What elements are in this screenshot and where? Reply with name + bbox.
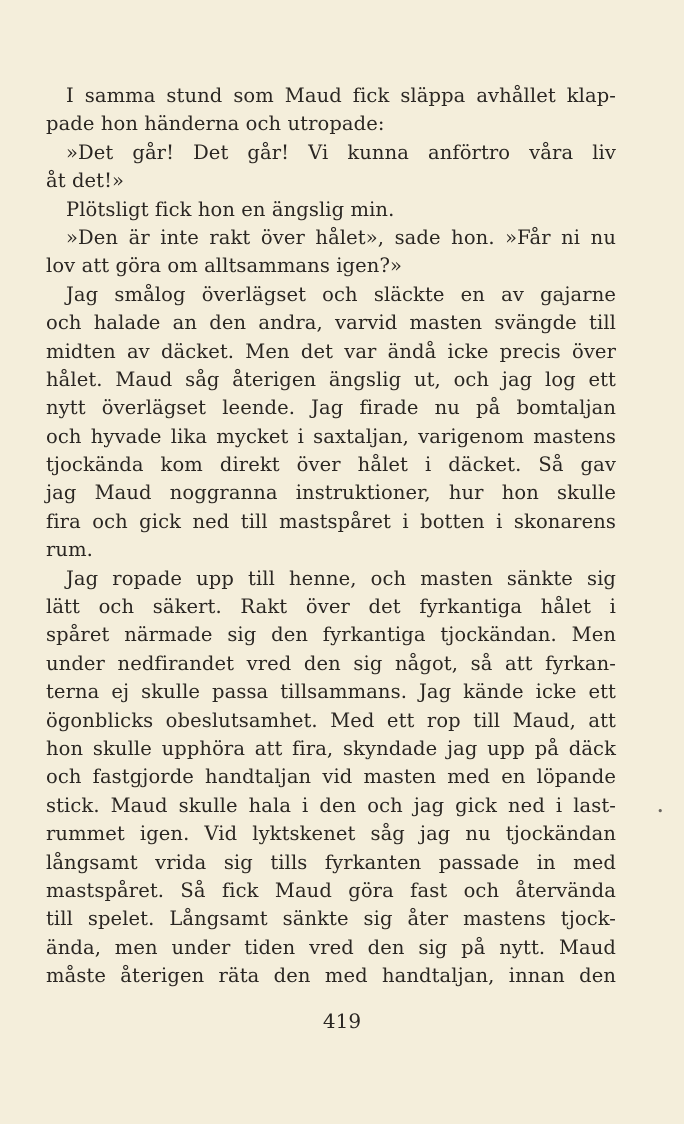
body-text xyxy=(46,82,616,991)
text-line: fira och gick ned till mastspåret i botten i skonarens xyxy=(46,509,616,533)
text-line: I samma stund som Maud fick släppa avhållet klap- xyxy=(66,84,616,107)
text-line: nytt överlägset leende. Jag firade nu på bomtaljan xyxy=(46,396,616,420)
text-line: till spelet. Långsamt sänkte sig åter mastens tjock- xyxy=(46,907,616,931)
page-number: 419 xyxy=(322,1009,362,1033)
margin-mark: • xyxy=(657,805,664,818)
text-line: Plötsligt fick hon en ängslig min. xyxy=(66,197,395,221)
text-line: måste återigen räta den med handtaljan, innan den xyxy=(46,964,616,988)
text-line: och halade an den andra, varvid masten svängde till xyxy=(46,311,616,335)
text-line: långsamt vrida sig tills fyrkanten passade in med xyxy=(46,850,616,874)
text-line: tjockända kom direkt över hålet i däcket. Så gav xyxy=(46,453,616,477)
text-line: åt det!» xyxy=(46,169,125,193)
text-line: lov att göra om alltsammans igen?» xyxy=(46,254,403,278)
text-line: lätt och säkert. Rakt över det fyrkantiga hålet i xyxy=(46,595,616,619)
text-line: mastspåret. Så fick Maud göra fast och återvända xyxy=(46,878,616,902)
text-line: »Det går! Det går! Vi kunna anförtro våra liv xyxy=(66,140,616,164)
text-line: stick. Maud skulle hala i den och jag gick ned i last- xyxy=(46,793,616,817)
text-line: spåret närmade sig den fyrkantiga tjockändan. Men xyxy=(46,623,616,647)
text-line: hålet. Maud såg återigen ängslig ut, och jag log ett xyxy=(46,367,616,391)
text-line: och hyvade lika mycket i saxtaljan, varigenom mastens xyxy=(46,424,616,448)
text-line: hon skulle upphöra att fira, skyndade jag upp på däck xyxy=(46,736,616,760)
text-line: ända, men under tiden vred den sig på nytt. Maud xyxy=(46,935,616,959)
text-line: under nedfirandet vred den sig något, så att fyrkan- xyxy=(46,651,616,675)
text-line: terna ej skulle passa tillsammans. Jag kände icke ett xyxy=(46,680,616,704)
text-line: rum. xyxy=(46,538,93,562)
text-line: jag Maud noggranna instruktioner, hur hon skulle xyxy=(46,481,616,505)
text-line: »Den är inte rakt över hålet», sade hon. »Får ni nu xyxy=(66,225,616,249)
text-line: Jag ropade upp till henne, och masten sänkte sig xyxy=(66,566,616,590)
text-line: midten av däcket. Men det var ändå icke precis över xyxy=(46,339,616,363)
text-line: rummet igen. Vid lyktskenet såg jag nu tjockändan xyxy=(46,822,616,846)
text-line: och fastgjorde handtaljan vid masten med en löpande xyxy=(46,765,616,789)
text-line: Jag smålog överlägset och släckte en av gajarne xyxy=(66,282,616,306)
text-line: ögonblicks obeslutsamhet. Med ett rop till Maud, att xyxy=(46,708,616,732)
text-line: pade hon händerna och utropade: xyxy=(46,112,385,136)
